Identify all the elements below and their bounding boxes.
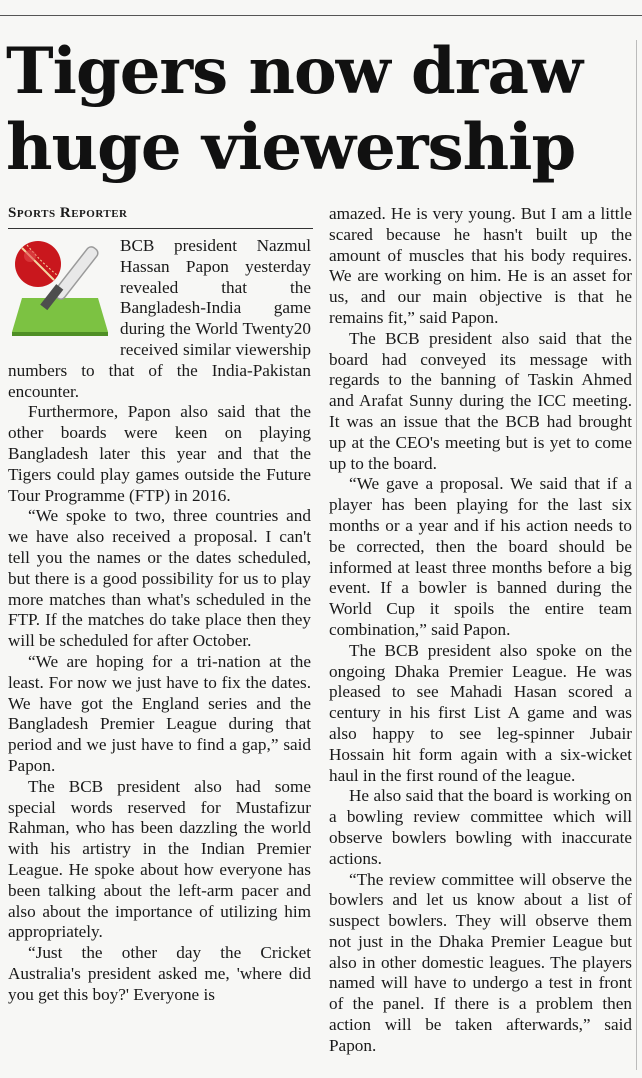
paragraph: BCB president Nazmul Hassan Papon yesterday revealed that the Bangladesh-India game during the World Twenty20 received similar viewership numbers to that of the India-Pakistan encounter.: [8, 236, 311, 401]
headline: Tigers now draw huge viewership: [6, 34, 583, 185]
paragraph: The BCB president also had some special words reserved for Mustafizur Rahman, who has been dazzling the world with his artistry in the Indian Premier League. He spoke about how everyone has been talking about the left-arm pacer and also about the importance of utilizing him appropriately.: [8, 776, 311, 942]
paragraph: The BCB president also spoke on the ongoing Dhaka Premier League. He was pleased to see Mahadi Hasan scored a century in his first List A game and was also happy to see leg-spinner Jubair Hossain hit form again with a six-wicket haul in the first round of the league.: [329, 640, 632, 785]
paragraph: “Just the other day the Cricket Australia's president asked me, 'where did you get this boy?' Everyone is: [8, 943, 311, 1004]
byline: Sports Reporter: [8, 205, 128, 221]
paragraph: “We gave a proposal. We said that if a player has been playing for the last six months or a year and if his action needs to be corrected, then the board should be informed at least three months before a big event. If a bowler is banned during the World Cup it spoils the entire team combination,” said Papon.: [329, 474, 632, 639]
paragraph: amazed. He is very young. But I am a little scared because he hasn't built up the amount of muscles that his body requires. We are working on him. He is an asset for us, and our main objective is that he remains fit,” said Papon.: [329, 204, 632, 327]
article-column-1: [8, 236, 311, 1005]
cricket-ball-bat-icon: [8, 236, 112, 340]
byline-rule: [8, 228, 313, 229]
article-column-2: [329, 204, 632, 1057]
paragraph: The BCB president also said that the board had conveyed its message with regards to the banning of Taskin Ahmed and Arafat Sunny during the ICC meeting. It was an issue that the BCB had brought up at the CEO's meeting but is yet to come up to the board.: [329, 328, 632, 473]
paragraph: He also said that the board is working on a bowling review committee which will observe bowlers bowling with inaccurate actions.: [329, 786, 632, 868]
paragraph: “We are hoping for a tri-nation at the least. For now we just have to fix the dates. We have got the England series and the Bangladesh Premier League during that period and we just have to find a gap,” said Papon.: [8, 651, 311, 775]
paragraph: “We spoke to two, three countries and we have also received a proposal. I can't tell you the names or the dates scheduled, but there is a good possibility for us to play more matches than what's scheduled in the FTP. If the matches do take place then they will be scheduled for after October.: [8, 506, 311, 651]
paragraph: Furthermore, Papon also said that the other boards were keen on playing Bangladesh later this year and that the Tigers could play games outside the Future Tour Programme (FTP) in 2016.: [8, 402, 311, 505]
top-rule: [0, 15, 642, 16]
paragraph: “The review committee will observe the bowlers and let us know about a list of suspect bowlers. They will observe them not just in the Dhaka Premier League but also in other domestic leagues. The players named will have to undergo a test in front of the panel. If there is a problem then action will be taken afterwards,” said Papon.: [329, 869, 632, 1055]
column-divider: [636, 40, 637, 1070]
